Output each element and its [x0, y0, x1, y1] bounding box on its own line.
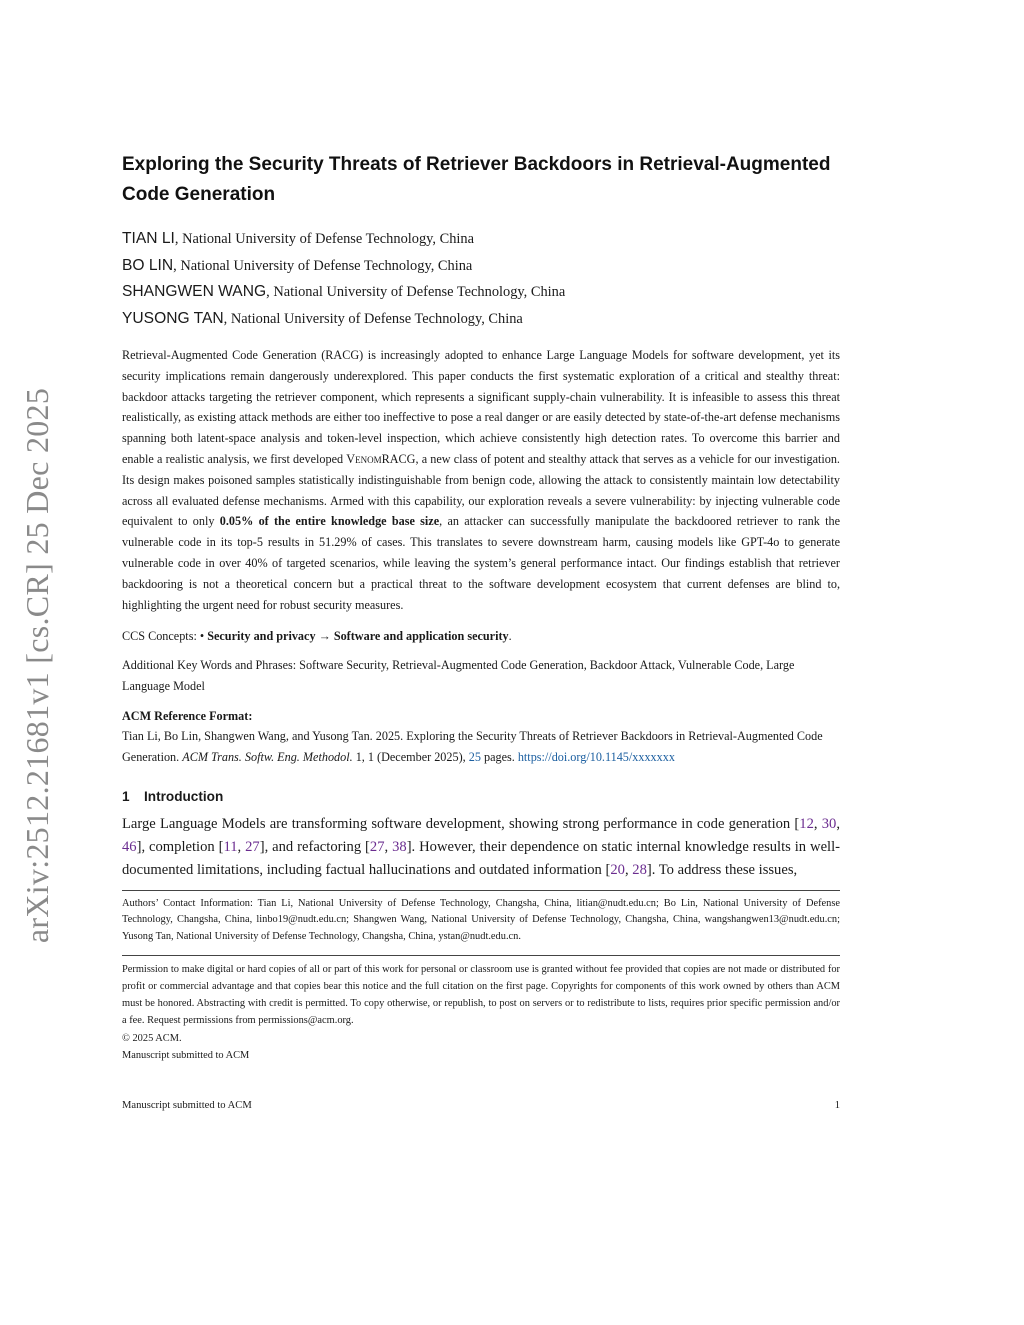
paper-first-page — [122, 150, 840, 1064]
section-title: Introduction — [144, 788, 224, 804]
author-name: TIAN LI — [122, 230, 175, 247]
permission-notice: Permission to make digital or hard copies of all or part of this work for personal or classroom use is granted without fee provided that copies are not made or distributed for profit or commercial advantage and that copies bear this notice and the full citation on the first page. Copyrights for components of this work owned by others than ACM must be honored. Abstracting with credit is permitted. To copy otherwise, or republish, to post on servers or to redistribute to lists, requires prior specific permission and/or a fee. Request permissions from permissions@acm.org. — [122, 964, 840, 1026]
doi-link[interactable]: https://doi.org/10.1145/xxxxxxx — [517, 749, 675, 764]
footnote-divider — [122, 890, 840, 891]
author-name: SHANGWEN WANG — [122, 283, 267, 300]
author-contact-info: Authors’ Contact Information: Tian Li, National University of Defense Technology, Changsha, China, litian@nudt.edu.cn; Bo Lin, National University of Defense Technology, Changsha, China, linbo19@nudt.edu.cn; Shangwen Wang, National University of Defense Technology, Changsha, China, wangshangwen13@nudt.edu.cn; Yusong Tan, National University of Defense Technology, Changsha, China, ystan@nudt.edu.cn. — [122, 897, 840, 942]
footer-manuscript-note: Manuscript submitted to ACM — [122, 1100, 252, 1111]
author-affiliation: National University of Defense Technology, China — [182, 231, 474, 247]
author-name: BO LIN — [122, 256, 174, 274]
reference-format-heading: ACM Reference Format: — [122, 708, 253, 723]
author-list — [122, 226, 840, 332]
page-footer — [122, 1100, 840, 1111]
intro-text: Large Language Models are transforming software development, showing strong performance in code generation [ — [122, 815, 800, 832]
citation-link[interactable]: 27 — [245, 838, 260, 855]
permission-divider — [122, 955, 840, 956]
intro-text: ]. To address these issues, — [646, 861, 798, 878]
manuscript-note: Manuscript submitted to ACM — [122, 1049, 250, 1061]
intro-text: , — [813, 815, 822, 832]
ccs-concept: Security and privacy → Software and application security — [207, 629, 509, 644]
ccs-end: . — [508, 629, 512, 644]
ccs-concepts — [122, 626, 840, 646]
abstract-text: Retrieval-Augmented Code Generation (RACG) is increasingly adopted to enhance Large Language Models for software development, yet its security implications remain dangerously underexplored. This paper conducts the first systematic exploration of a critical and stealthy threat: backdoor attacks targeting the retriever component, which represents a significant supply-chain vulnerability. It is infeasible to assess this threat realistically, as existing attack methods are either too ineffective to pose a real danger or are easily detected by state-of-the-art defense mechanisms spanning both latent-space analysis and token-level inspection, which achieve consistently high detection rates. To overcome this barrier and enable a realistic analysis, we first developed — [122, 348, 840, 466]
section-number: 1 — [122, 788, 130, 804]
arxiv-side-stamp — [8, 370, 68, 960]
abstract-text: , a new class of potent and stealthy attack that serves as a vehicle for our investigation. Its design makes poisoned samples statistically indistinguishable from benign code, allowing the attack to consistently maintain low detectability across all evaluated defense mechanisms. Armed with this capability, our exploration reveals a severe vulnerability: by injecting vulnerable code equivalent to only — [122, 451, 840, 529]
citation-link[interactable]: 28 — [632, 861, 647, 878]
copyright-notice: © 2025 ACM. — [122, 1032, 182, 1044]
author-name: YUSONG TAN — [122, 309, 224, 327]
intro-text: , — [836, 815, 840, 832]
author-entry: SHANGWEN WANG, National University of Defense Technology, China — [122, 283, 566, 300]
reference-text: 1, 1 (December 2025), — [352, 749, 469, 764]
author-entry: TIAN LI, National University of Defense Technology, China — [122, 230, 474, 247]
intro-text: ], and refactoring [ — [259, 838, 370, 855]
intro-text: , — [624, 861, 633, 878]
abstract-highlight: 0.05% of the entire knowledge base size — [219, 514, 440, 529]
pages-link[interactable]: 25 — [468, 749, 481, 764]
intro-paragraph — [122, 813, 840, 882]
section-heading — [122, 786, 840, 808]
intro-text: ], completion [ — [136, 838, 224, 855]
citation-link[interactable]: 30 — [821, 815, 837, 832]
author-affiliation: National University of Defense Technology, China — [230, 310, 523, 327]
intro-text: , — [384, 838, 393, 855]
abstract — [122, 345, 840, 615]
intro-text: ]. However, their dependence on static internal knowledge results in well-documented limitations, including factual hallucinations and outdated information [ — [122, 838, 841, 878]
citation-link[interactable]: 46 — [122, 838, 137, 855]
intro-text: , — [237, 838, 246, 855]
reference-format — [122, 726, 840, 768]
author-entry: BO LIN, National University of Defense Technology, China — [122, 256, 473, 274]
citation-link[interactable]: 20 — [610, 861, 625, 878]
arxiv-identifier: arXiv:2512.21681v1 [cs.CR] 25 Dec 2025 — [19, 387, 56, 943]
reference-text: pages. — [480, 749, 518, 764]
keywords: Additional Key Words and Phrases: Software Security, Retrieval-Augmented Code Generation, Backdoor Attack, Vulnerable Code, Large Language Model — [122, 658, 795, 694]
paper-title: Exploring the Security Threats of Retriever Backdoors in Retrieval-Augmented Code Generation — [122, 154, 831, 205]
author-affiliation: National University of Defense Technology, China — [180, 257, 473, 274]
reference-text: Tian Li, Bo Lin, Shangwen Wang, and Yusong Tan. 2025. Exploring the Security Threats of Retriever Backdoors in Retrieval-Augmented Code Generation. — [122, 728, 823, 764]
journal-name: ACM Trans. Softw. Eng. Methodol. — [182, 749, 353, 764]
citation-link[interactable]: 11 — [223, 838, 238, 855]
ccs-label: CCS Concepts: • — [122, 629, 208, 644]
citation-link[interactable]: 12 — [799, 815, 814, 832]
author-affiliation: National University of Defense Technology, China — [273, 284, 566, 300]
author-entry: YUSONG TAN, National University of Defense Technology, China — [122, 309, 523, 327]
citation-link[interactable]: 38 — [392, 838, 407, 855]
abstract-text: , an attacker can successfully manipulate the backdoored retriever to rank the vulnerable code in its top-5 results in 51.29% of cases. This translates to severe downstream harm, causing models like GPT-4o to generate vulnerable code in over 40% of targeted scenarios, while leaving the system’s general performance intact. Our findings establish that retriever backdooring is not a theoretical concern but a practical threat to the software development ecosystem that current defenses are blind to, highlighting the urgent need for robust security measures. — [122, 514, 840, 612]
citation-link[interactable]: 27 — [369, 838, 385, 855]
page-number: 1 — [834, 1100, 840, 1111]
method-name: VenomRACG — [346, 451, 416, 466]
